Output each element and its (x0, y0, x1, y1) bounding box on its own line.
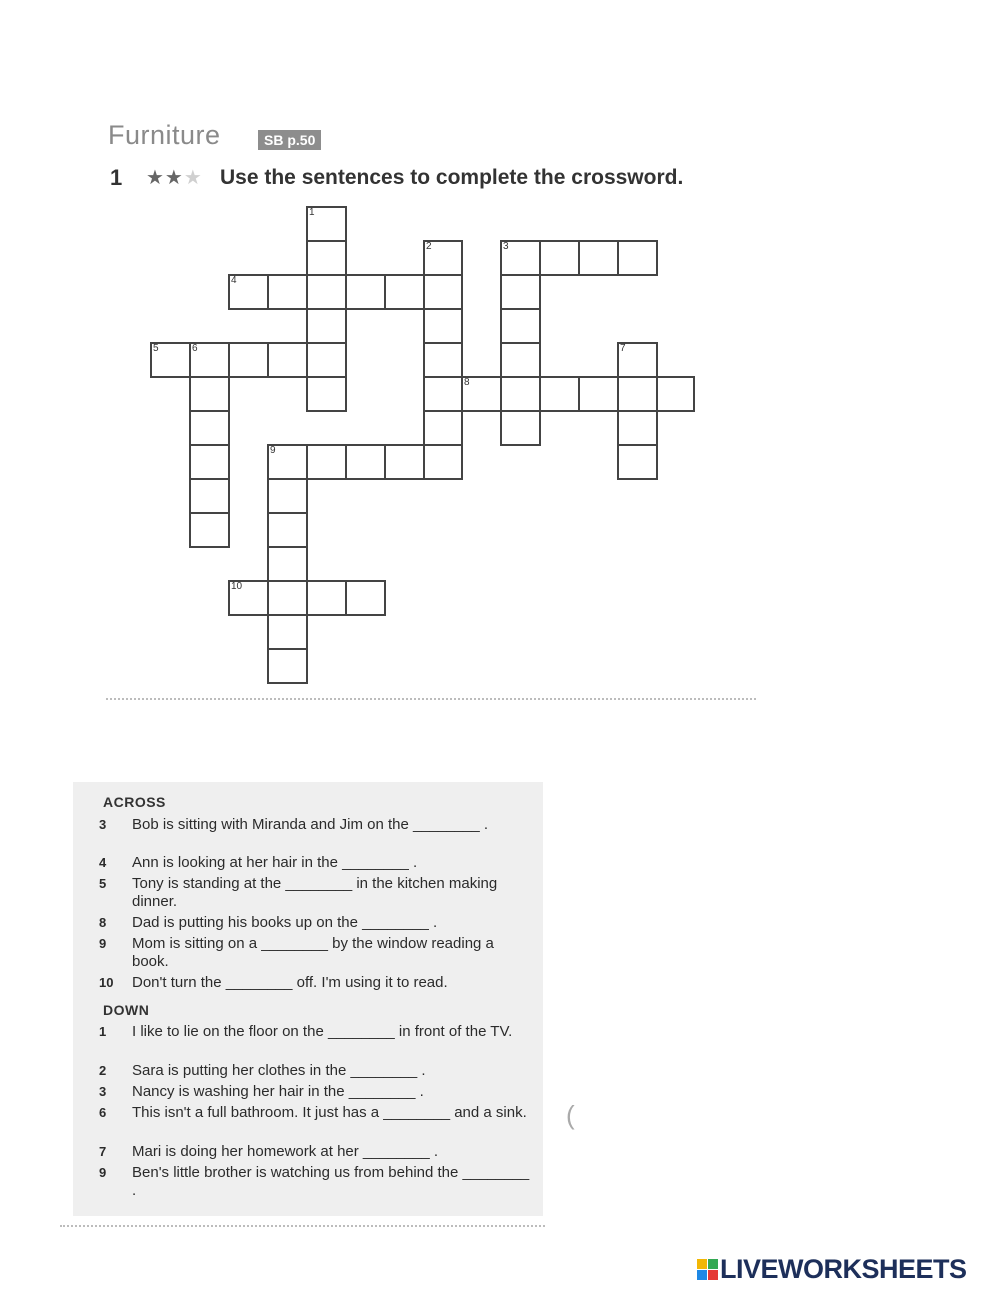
crossword-cell[interactable] (617, 376, 658, 412)
clue-number: 9 (99, 1165, 107, 1180)
crossword-cell[interactable] (267, 512, 308, 548)
clue-text: Mari is doing her homework at her ________ . (132, 1143, 439, 1160)
clue-number: 5 (99, 876, 107, 891)
crossword-cell[interactable] (423, 308, 463, 344)
crossword-cell[interactable] (500, 308, 541, 344)
across-heading: ACROSS (103, 794, 166, 810)
crossword-cell[interactable] (617, 410, 658, 446)
crossword-cell[interactable] (267, 342, 308, 378)
crossword-cell[interactable] (384, 274, 425, 310)
crossword-cell[interactable] (500, 376, 541, 412)
crossword-cell[interactable] (189, 342, 230, 378)
exercise-number: 1 (110, 165, 123, 190)
crossword-cell[interactable] (306, 274, 347, 310)
instruction: Use the sentences to complete the crossword. (220, 166, 684, 189)
crossword-cell[interactable] (345, 444, 386, 480)
crossword-cell[interactable] (423, 274, 463, 310)
clue-text: Don't turn the ________ off. I'm using it to read. (132, 974, 448, 991)
logo-square (708, 1259, 718, 1269)
dotted-divider (106, 698, 756, 700)
clue-number: 8 (99, 915, 107, 930)
clue-number: 2 (99, 1063, 107, 1078)
logo-icon (697, 1259, 718, 1280)
crossword-cell[interactable] (617, 342, 658, 378)
crossword-cell[interactable] (500, 410, 541, 446)
crossword-cell[interactable] (423, 376, 463, 412)
page-badge: SB p.50 (258, 130, 321, 150)
crossword-cell[interactable] (267, 580, 308, 616)
crossword-cell[interactable] (228, 274, 269, 310)
clue-number: 6 (99, 1105, 107, 1120)
logo-square (708, 1270, 718, 1280)
crossword-cell[interactable] (189, 478, 230, 514)
logo-square (697, 1259, 707, 1269)
clue-number-label: 1 (309, 207, 315, 218)
crossword-cell[interactable] (306, 580, 347, 616)
crossword-cell[interactable] (578, 240, 619, 276)
down-heading: DOWN (103, 1002, 150, 1018)
crossword-cell[interactable] (189, 444, 230, 480)
crossword-cell[interactable] (189, 376, 230, 412)
clue-number-label: 4 (231, 275, 237, 286)
crossword-cell[interactable] (384, 444, 425, 480)
clue-number: 10 (99, 975, 114, 990)
crossword-cell[interactable] (656, 376, 695, 412)
crossword-cell[interactable] (500, 274, 541, 310)
star-icon-empty: ★ (183, 167, 203, 189)
clue-number-label: 6 (192, 343, 198, 354)
clue-number-label: 9 (270, 445, 276, 456)
clue-text: This isn't a full bathroom. It just has a ________ and a sink. (132, 1104, 527, 1121)
crossword-cell[interactable] (617, 240, 658, 276)
crossword-cell[interactable] (617, 444, 658, 480)
crossword-cell[interactable] (461, 376, 502, 412)
dotted-divider-bottom (60, 1225, 545, 1227)
crossword-cell[interactable] (267, 478, 308, 514)
clue-text: Mom is sitting on a ________ by the window reading a book. (132, 935, 494, 970)
clues-panel (73, 782, 543, 1216)
clue-text: I like to lie on the floor on the ________ in front of the TV. (132, 1023, 513, 1040)
crossword-cell[interactable] (306, 240, 347, 276)
crossword-cell[interactable] (150, 342, 191, 378)
logo-square (697, 1270, 707, 1280)
stray-parenthesis: ( (566, 1100, 575, 1130)
clue-number: 4 (99, 855, 107, 870)
crossword-cell[interactable] (500, 240, 541, 276)
crossword-cell[interactable] (306, 206, 347, 242)
crossword-cell[interactable] (345, 274, 386, 310)
crossword-cell[interactable] (423, 444, 463, 480)
clue-number: 9 (99, 936, 107, 951)
crossword-cell[interactable] (578, 376, 619, 412)
crossword-cell[interactable] (267, 614, 308, 650)
clue-number-label: 8 (464, 377, 470, 388)
crossword-cell[interactable] (189, 512, 230, 548)
clue-number: 3 (99, 817, 107, 832)
clue-number: 7 (99, 1144, 107, 1159)
crossword-cell[interactable] (267, 444, 308, 480)
crossword-cell[interactable] (306, 376, 347, 412)
clue-text: Ann is looking at her hair in the ________ . (132, 854, 418, 871)
crossword-cell[interactable] (306, 444, 347, 480)
crossword-cell[interactable] (267, 546, 308, 582)
crossword-cell[interactable] (500, 342, 541, 378)
crossword-cell[interactable] (423, 410, 463, 446)
clue-text: Sara is putting her clothes in the ________ . (132, 1062, 426, 1079)
logo-text: LIVEWORKSHEETS (720, 1254, 967, 1284)
crossword-cell[interactable] (345, 580, 386, 616)
clue-text: Tony is standing at the ________ in the kitchen making dinner. (132, 875, 498, 910)
liveworksheets-logo (697, 1254, 967, 1285)
crossword-cell[interactable] (267, 274, 308, 310)
clue-text: Dad is putting his books up on the ________ . (132, 914, 438, 931)
clue-number-label: 10 (231, 581, 243, 592)
clue-text: Ben's little brother is watching us from behind the ________ . (132, 1164, 530, 1199)
crossword-cell[interactable] (539, 376, 580, 412)
crossword-cell[interactable] (228, 580, 269, 616)
crossword-cell[interactable] (423, 240, 463, 276)
clue-number-label: 7 (620, 343, 626, 354)
crossword-cell[interactable] (306, 308, 347, 344)
crossword-cell[interactable] (539, 240, 580, 276)
clue-number: 3 (99, 1084, 107, 1099)
clue-text: Bob is sitting with Miranda and Jim on the ________ . (132, 816, 489, 833)
crossword-cell[interactable] (306, 342, 347, 378)
title: Furniture (108, 120, 221, 150)
star-icon-filled: ★★ (146, 167, 184, 189)
crossword-cell[interactable] (267, 648, 308, 684)
crossword-cell[interactable] (228, 342, 269, 378)
clue-number: 1 (99, 1024, 107, 1039)
clue-number-label: 5 (153, 343, 159, 354)
clue-number-label: 3 (503, 241, 509, 252)
clue-text: Nancy is washing her hair in the ________ . (132, 1083, 424, 1100)
crossword-cell[interactable] (189, 410, 230, 446)
crossword-cell[interactable] (423, 342, 463, 378)
clue-number-label: 2 (426, 241, 432, 252)
